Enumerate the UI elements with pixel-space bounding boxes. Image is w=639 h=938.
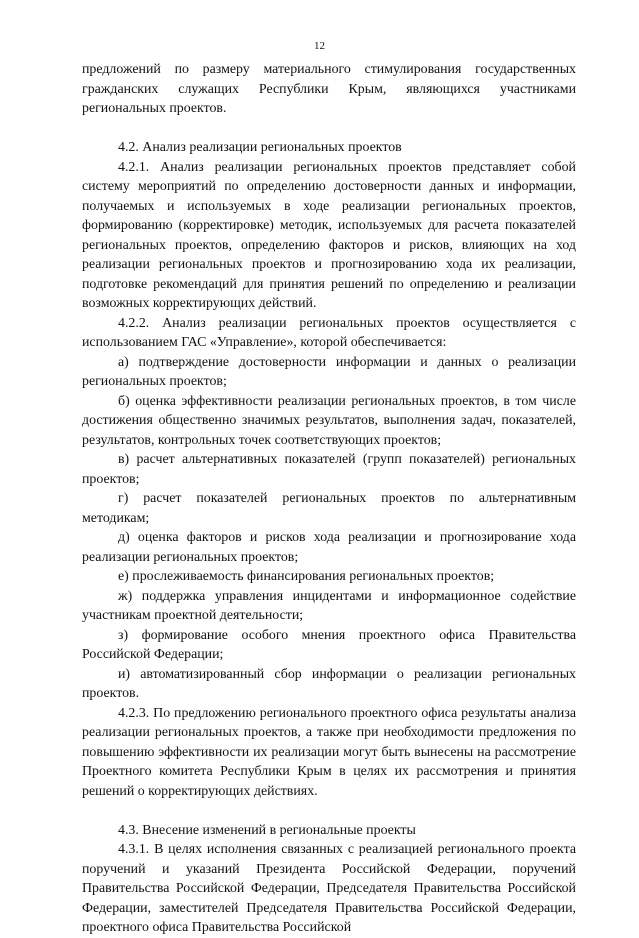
paragraph: 4.3.1. В целях исполнения связанных с реализацией регионального проекта поручений и указаний Президента Российской Федерации, поручений Правительства Российской Федерации, Председателя Правительства Российской Федерации, заместителей Председателя Правительства Российской Федерации, проектного офиса Правительства Российской	[82, 842, 576, 935]
paragraph: 4.3. Внесение изменений в региональные проекты	[118, 822, 416, 838]
paragraph: з) формирование особого мнения проектного офиса Правительства Российской Федерации;	[82, 627, 576, 662]
paragraph: ж) поддержка управления инцидентами и информационное содействие участникам проектной деятельности;	[82, 588, 576, 623]
paragraph: д) оценка факторов и рисков хода реализации и прогнозирование хода реализации региональных проектов;	[82, 530, 576, 565]
paragraph: б) оценка эффективности реализации региональных проектов, в том числе достижения общественно значимых результатов, выполнения задач, показателей, результатов, контрольных точек соответствующих проектов;	[82, 393, 576, 448]
paragraph: 4.2.3. По предложению регионального проектного офиса результаты анализа реализации региональных проектов, а также при необходимости предложения по повышению эффективности их реализации могут быть вынесены на рассмотрение Проектного комитета Республики Крым в целях их рассмотрения и принятия решений о корректирующих действиях.	[82, 705, 576, 799]
paragraph: и) автоматизированный сбор информации о реализации региональных проектов.	[82, 666, 576, 701]
page-number: 12	[314, 40, 325, 52]
paragraph: а) подтверждение достоверности информации и данных о реализации региональных проектов;	[82, 354, 576, 389]
paragraph: 4.2. Анализ реализации региональных проектов	[118, 140, 402, 155]
paragraph: г) расчет показателей региональных проектов по альтернативным методикам;	[82, 491, 576, 526]
paragraph: 4.2.2. Анализ реализации региональных проектов осуществляется с использованием ГАС «Управление», которой обеспечивается:	[82, 315, 576, 350]
paragraph: е) прослеживаемость финансирования региональных проектов;	[118, 569, 495, 584]
paragraph: предложений по размеру материального стимулирования государственных гражданских служащих Республики Крым, являющихся участниками региональных проектов.	[82, 62, 576, 116]
document-body	[82, 60, 576, 938]
paragraph: в) расчет альтернативных показателей (групп показателей) региональных проектов;	[82, 452, 576, 487]
paragraph: 4.2.1. Анализ реализации региональных проектов представляет собой систему мероприятий по определению достоверности данных и информации, получаемых и используемых в ходе реализации региональных проектов, формированию (корректировке) методик, используемых для расчета показателей региональных проектов, определению факторов и рисков, влияющих на ход реализации региональных проектов и прогнозированию хода их реализации, подготовке рекомендаций для принятия решений по определению и реализации возможных корректирующих действий.	[82, 159, 576, 311]
